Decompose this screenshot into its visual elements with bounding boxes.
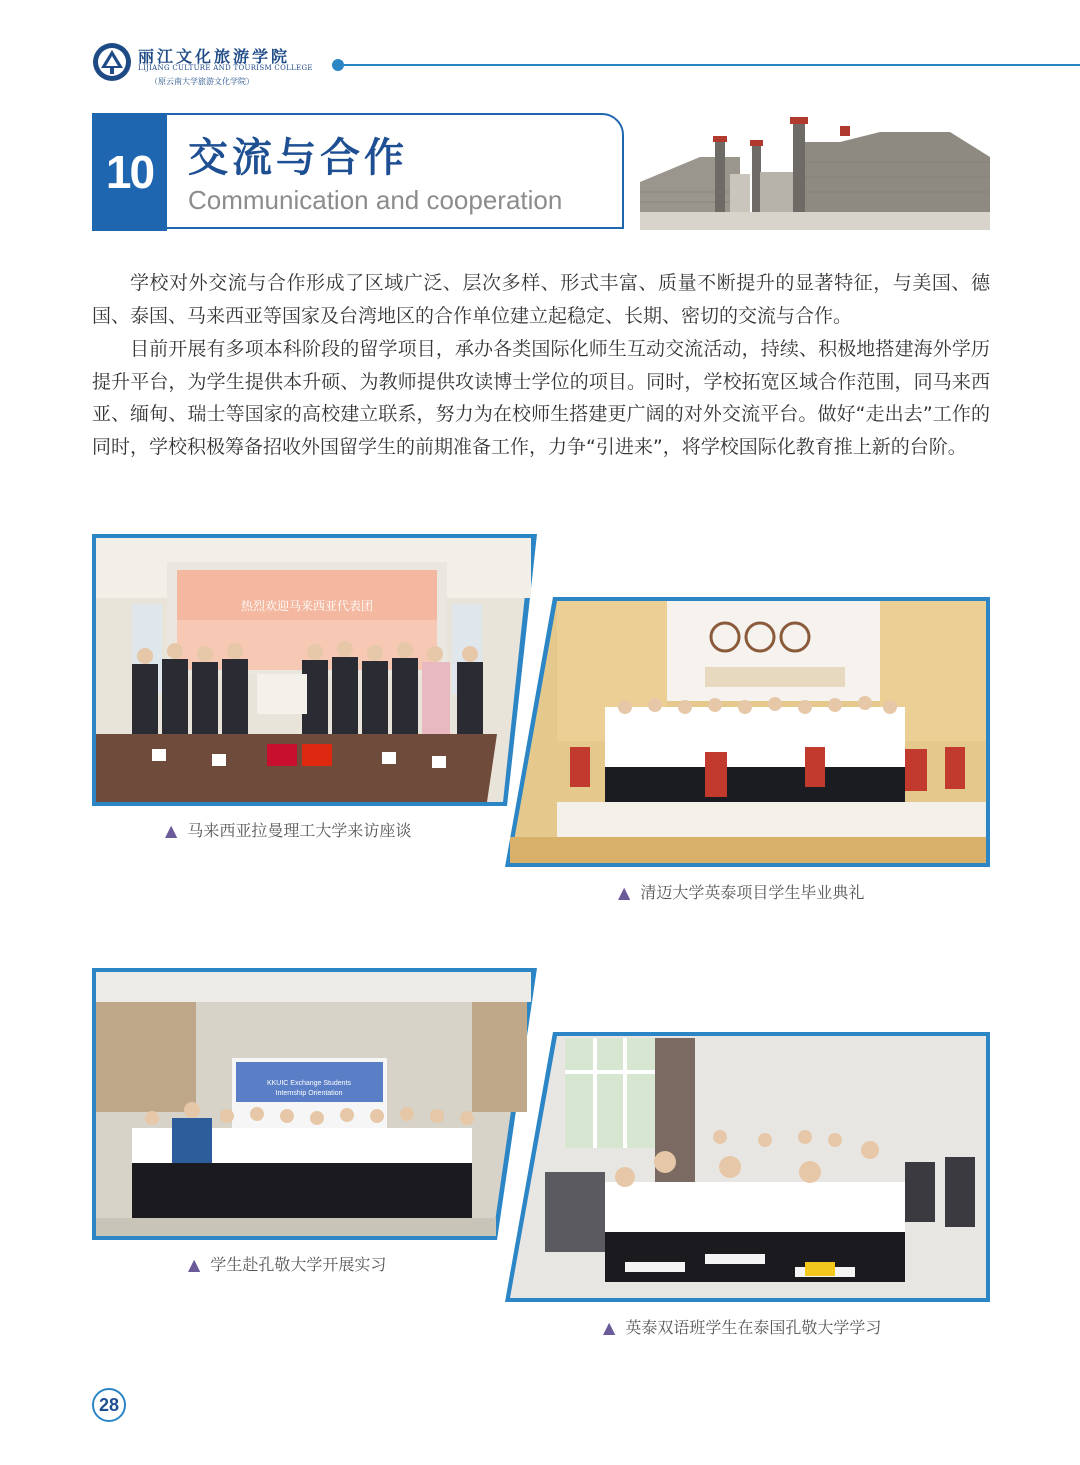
caption-text: 清迈大学英泰项目学生毕业典礼 bbox=[640, 883, 865, 902]
college-logo-icon bbox=[92, 42, 132, 82]
header-rule bbox=[338, 64, 1080, 66]
caption-malaysia-delegation bbox=[165, 818, 411, 841]
caption-marker-icon: ▲ bbox=[165, 821, 178, 840]
section-title: 交流与合作 bbox=[188, 135, 408, 181]
section-number: 10 bbox=[92, 113, 167, 231]
photo-malaysia-delegation bbox=[92, 534, 537, 806]
campus-gate-illustration bbox=[640, 112, 990, 230]
photo-khon-kaen-internship bbox=[92, 968, 537, 1240]
caption-bilingual-class bbox=[603, 1315, 881, 1338]
caption-text: 学生赴孔敬大学开展实习 bbox=[210, 1255, 387, 1274]
header-rule-dot bbox=[332, 59, 344, 71]
caption-khon-kaen-internship bbox=[188, 1252, 386, 1275]
meeting-screen-title: 热烈欢迎马来西亚代表团 bbox=[240, 599, 374, 613]
college-name: 丽江文化旅游学院 bbox=[138, 47, 291, 66]
caption-text: 马来西亚拉曼理工大学来访座谈 bbox=[187, 821, 412, 840]
internship-screen-subtitle: Internship Orientation bbox=[275, 1090, 343, 1097]
paragraph-1: 学校对外交流与合作形成了区域广泛、层次多样、形式丰富、质量不断提升的显著特征，与美国、德国、泰国、马来西亚等国家及台湾地区的合作单位建立起稳定、长期、密切的交流与合作。 bbox=[92, 272, 990, 327]
caption-text: 英泰双语班学生在泰国孔敬大学学习 bbox=[625, 1318, 882, 1337]
internship-screen-title: KKUIC Exchange Students bbox=[266, 1080, 352, 1087]
caption-chiang-mai-graduation bbox=[618, 880, 864, 903]
caption-marker-icon: ▲ bbox=[618, 883, 631, 902]
page-number: 28 bbox=[92, 1388, 126, 1422]
photo-chiang-mai-graduation bbox=[505, 597, 990, 867]
college-name-en: LIJIANG CULTURE AND TOURISM COLLEGE bbox=[138, 64, 313, 72]
caption-marker-icon: ▲ bbox=[603, 1318, 616, 1337]
section-title-en: Communication and cooperation bbox=[188, 185, 563, 215]
photo-bilingual-class bbox=[505, 1032, 990, 1302]
caption-marker-icon: ▲ bbox=[188, 1255, 201, 1274]
college-former-name: （原云南大学旅游文化学院） bbox=[150, 77, 254, 86]
paragraph-2: 目前开展有多项本科阶段的留学项目，承办各类国际化师生互动交流活动，持续、积极地搭建海外学历提升平台，为学生提供本升硕、为教师提供攻读博士学位的项目。同时，学校拓宽区域合作范围，同马来西亚、缅甸、瑞士等国家的高校建立联系，努力为在校师生搭建更广阔的对外交流平台。做好“走出去”工作的同时，学校积极筹备招收外国留学生的前期准备工作，力争“引进来”，将学校国际化教育推上新的台阶。 bbox=[92, 338, 990, 458]
